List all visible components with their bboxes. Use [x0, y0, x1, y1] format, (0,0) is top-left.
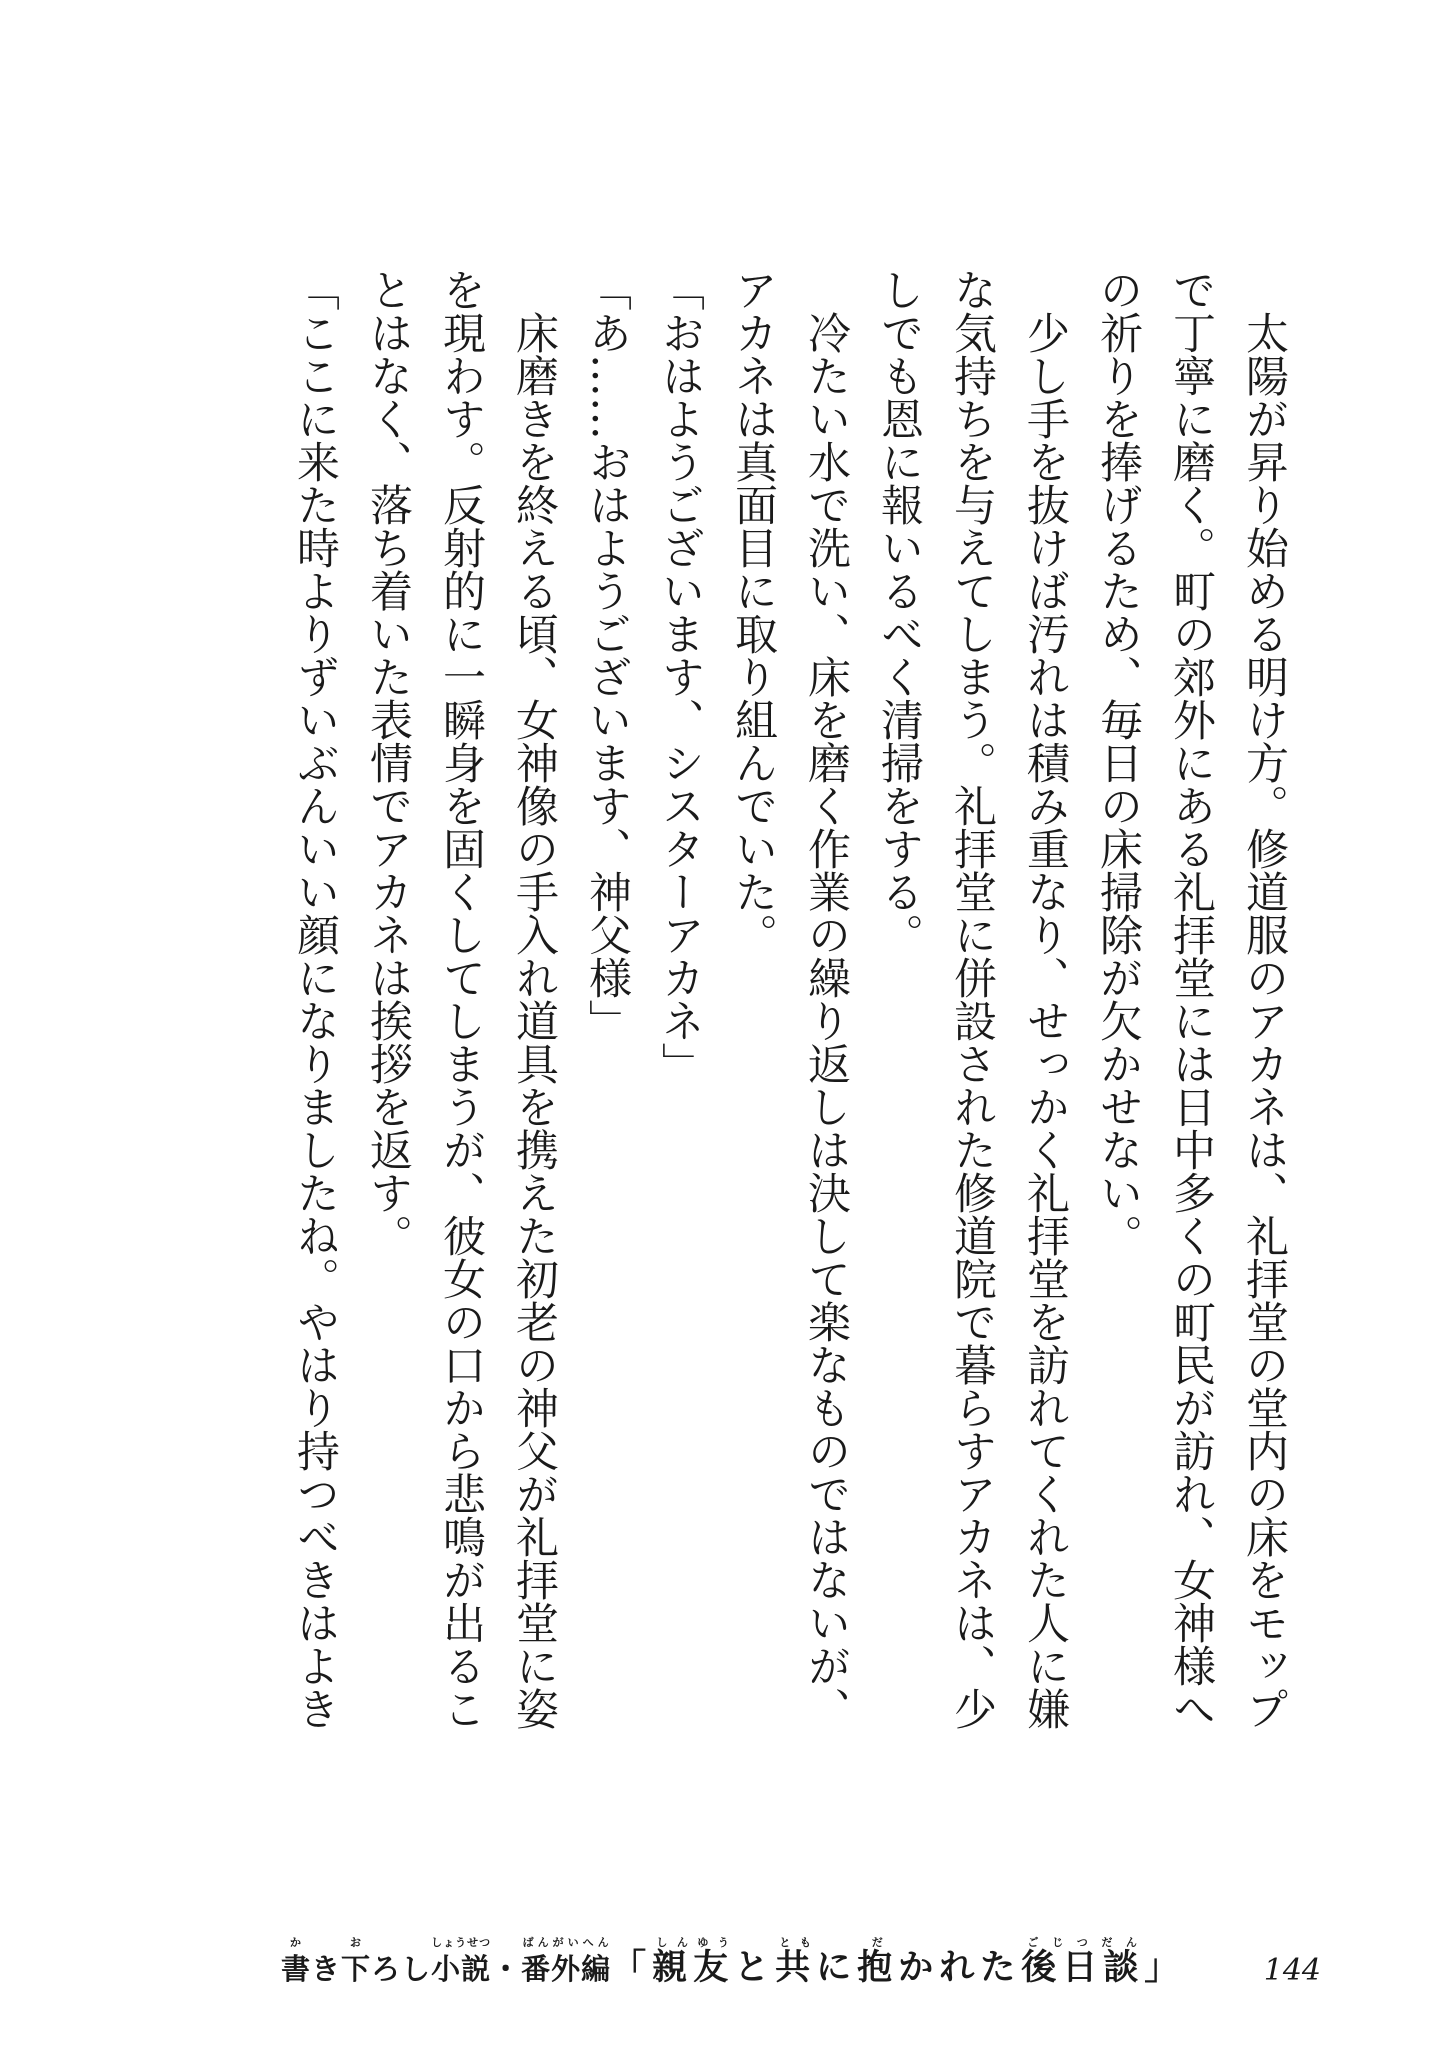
running-footer — [281, 1930, 1341, 1990]
title-text: き — [311, 1952, 342, 1986]
ruby-reading: お — [341, 1936, 372, 1949]
text-column: アカネは真面目に取り組んでいた。 — [728, 268, 778, 956]
ruby-reading: ごじつだん — [1021, 1936, 1145, 1949]
title-text: と — [734, 1948, 776, 1988]
page-number: 144 — [1263, 1953, 1321, 1988]
ruby-base: 番外編 — [521, 1952, 612, 1986]
ruby-word — [521, 1936, 612, 1986]
running-head — [281, 1936, 1185, 1990]
ruby-word — [857, 1936, 899, 1988]
title-text: ・ — [491, 1952, 522, 1986]
ruby-reading: か — [281, 1936, 311, 1949]
ruby-base: 抱 — [857, 1948, 899, 1988]
ruby-word — [431, 1936, 492, 1986]
text-column: 「おはようございます、シスターアカネ」 — [655, 268, 705, 1085]
ruby-base: 後日談 — [1021, 1948, 1145, 1988]
ruby-base: 親友 — [652, 1948, 735, 1988]
ruby-reading: しょうせつ — [431, 1936, 492, 1949]
novel-body-text — [278, 268, 1300, 1730]
series-label — [281, 1936, 612, 1986]
ruby-word — [281, 1936, 312, 1986]
text-column: 「ここに来た時よりずいぶんいい顔になりましたね。やはり持つべきはよき — [290, 268, 340, 1730]
text-column: 「あ……おはようございます、神父様」 — [582, 268, 632, 1042]
ruby-base: 下 — [341, 1952, 372, 1986]
text-column: 冷たい水で洗い、床を磨く作業の繰り返しは決して楽なものではないが、 — [801, 311, 851, 1730]
text-column: 少し手を抜けば汚れは積み重なり、せっかく礼拝堂を訪れてくれた人に嫌 — [1020, 311, 1070, 1730]
text-column: の祈りを捧げるため、毎日の床掃除が欠かせない。 — [1093, 268, 1143, 1257]
ruby-reading: とも — [775, 1936, 817, 1949]
text-column: 太陽が昇り始める明け方。修道服のアカネは、礼拝堂の堂内の床をモップ — [1239, 311, 1289, 1730]
text-column: な気持ちを与えてしまう。礼拝堂に併設された修道院で暮らすアカネは、少 — [947, 268, 997, 1730]
title-text: 「 — [611, 1948, 653, 1988]
ruby-word — [341, 1936, 372, 1986]
title-text: ろし — [371, 1952, 432, 1986]
text-column: を現わす。反射的に一瞬身を固くしてしまうが、彼女の口から悲鳴が出るこ — [436, 268, 486, 1730]
ruby-word — [775, 1936, 817, 1988]
ruby-base: 共 — [775, 1948, 817, 1988]
ruby-reading: しんゆう — [652, 1936, 735, 1949]
title-text: 」 — [1144, 1948, 1186, 1988]
text-column: 床磨きを終える頃、女神像の手入れ道具を携えた初老の神父が礼拝堂に姿 — [509, 311, 559, 1730]
text-column: しでも恩に報いるべく清掃をする。 — [874, 268, 924, 956]
text-column: とはなく、落ち着いた表情でアカネは挨拶を返す。 — [363, 268, 413, 1257]
title-text: に — [816, 1948, 858, 1988]
ruby-base: 小説 — [431, 1952, 492, 1986]
chapter-title — [611, 1936, 1186, 1988]
title-text: かれた — [898, 1948, 1022, 1988]
ruby-reading: だ — [857, 1936, 899, 1949]
ruby-word — [1021, 1936, 1145, 1988]
ruby-base: 書 — [281, 1952, 312, 1986]
ruby-reading: ばんがいへん — [521, 1936, 612, 1949]
ruby-word — [652, 1936, 735, 1988]
text-column: で丁寧に磨く。町の郊外にある礼拝堂には日中多くの町民が訪れ、女神様へ — [1166, 268, 1216, 1730]
